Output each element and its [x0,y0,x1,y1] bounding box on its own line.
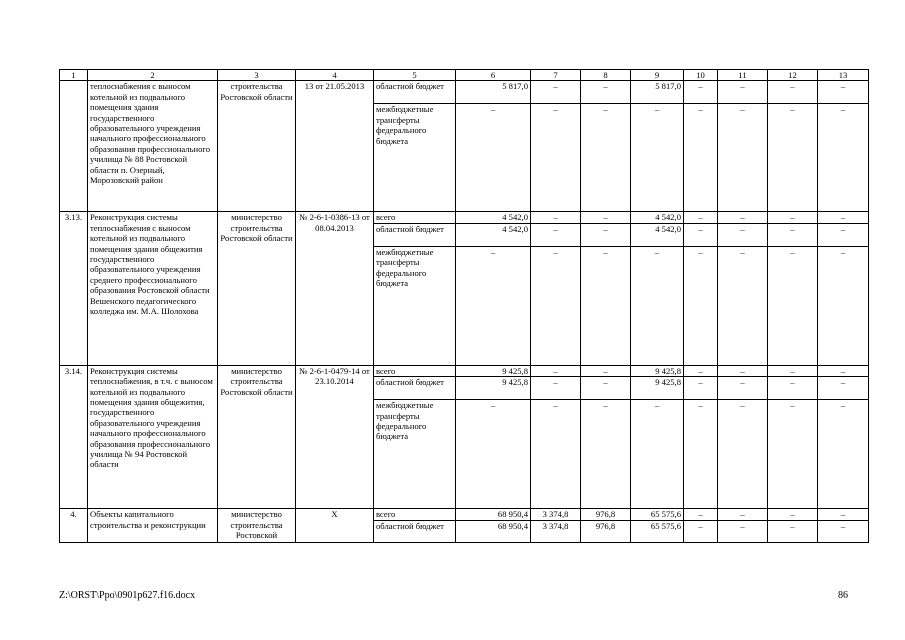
value-cell: – [581,212,631,223]
value-cell: – [581,365,631,376]
value-cell: – [531,365,581,376]
value-cell: 3 374,8 [531,509,581,520]
value-cell: – [684,377,718,400]
col-header: 3 [218,70,296,81]
value-cell: – [768,377,818,400]
value-cell: – [818,400,869,509]
value-cell: – [684,104,718,212]
value-cell: 976,8 [581,509,631,520]
object-name-cell: Объекты капитального строительства и реконструкции [88,509,218,542]
col-header: 12 [768,70,818,81]
value-cell: – [818,365,869,376]
value-cell: 65 575,6 [631,520,684,542]
value-cell: – [768,509,818,520]
col-header: 6 [456,70,531,81]
value-cell: – [581,377,631,400]
row-number-cell [60,81,88,212]
value-cell: – [531,246,581,365]
document-cell: Х [296,509,374,542]
value-cell: – [768,104,818,212]
value-cell: – [718,81,768,104]
col-header: 4 [296,70,374,81]
row-number-cell: 3.13. [60,212,88,365]
value-cell: – [684,520,718,542]
col-header: 5 [374,70,456,81]
budget-table [59,69,869,543]
value-cell: – [718,509,768,520]
value-cell: – [684,223,718,246]
value-cell: – [581,246,631,365]
value-cell: – [684,246,718,365]
value-cell: – [531,81,581,104]
value-cell: – [684,212,718,223]
col-header: 2 [88,70,218,81]
value-cell: 3 374,8 [531,520,581,542]
value-cell: – [718,400,768,509]
value-cell: – [684,509,718,520]
ministry-cell: министерство строительства Ростовской области [218,212,296,365]
value-cell: – [531,377,581,400]
value-cell: 9 425,8 [456,377,531,400]
value-cell: – [631,246,684,365]
document-cell: 13 от 21.05.2013 [296,81,374,212]
value-cell: – [768,520,818,542]
value-cell: – [531,223,581,246]
value-cell: – [818,377,869,400]
col-header: 10 [684,70,718,81]
col-header: 13 [818,70,869,81]
source-label: областной бюджет [374,377,456,400]
source-label: областной бюджет [374,520,456,542]
value-cell: – [718,365,768,376]
col-header: 1 [60,70,88,81]
source-label: областной бюджет [374,81,456,104]
value-cell: – [581,400,631,509]
value-cell: 9 425,8 [456,365,531,376]
value-cell: – [456,400,531,509]
source-label: межбюджетные трансферты федерального бюджета [374,400,456,509]
source-label: всего [374,509,456,520]
page-number: 86 [838,590,848,601]
value-cell: 5 817,0 [631,81,684,104]
value-cell: – [531,212,581,223]
object-name-cell: Реконструкция системы теплоснабжения, в т.ч. с выносом котельной из подвального помещения здания общежития, государственного образовательного учреждения начального профессионального образования профессионального училища № 94 Ростовской области [88,365,218,508]
object-name-cell: Реконструкция системы теплоснабжения с выносом котельной из подвального помещения здания общежития государственного образовательного учреждения среднего профессионального образования Ростовской области Вешенского педагогического колледжа им. М.А. Шолохова [88,212,218,365]
value-cell: – [768,223,818,246]
value-cell: – [768,400,818,509]
value-cell: 68 950,4 [456,520,531,542]
value-cell: – [818,212,869,223]
table-row [60,212,869,223]
col-header: 8 [581,70,631,81]
source-label: всего [374,212,456,223]
value-cell: – [718,212,768,223]
value-cell: 5 817,0 [456,81,531,104]
value-cell: – [718,377,768,400]
value-cell: – [818,246,869,365]
value-cell: 4 542,0 [456,212,531,223]
value-cell: – [581,223,631,246]
value-cell: – [631,104,684,212]
value-cell: – [684,81,718,104]
value-cell: – [718,246,768,365]
value-cell: 9 425,8 [631,377,684,400]
table-row [60,509,869,520]
row-number-cell: 4. [60,509,88,542]
col-header: 11 [718,70,768,81]
value-cell: – [531,104,581,212]
value-cell: – [684,365,718,376]
value-cell: 9 425,8 [631,365,684,376]
source-label: всего [374,365,456,376]
value-cell: – [581,104,631,212]
row-number-cell: 3.14. [60,365,88,508]
value-cell: – [768,81,818,104]
source-label: областной бюджет [374,223,456,246]
source-label: межбюджетные трансферты федерального бюджета [374,246,456,365]
value-cell: – [818,520,869,542]
value-cell: – [531,400,581,509]
value-cell: – [818,81,869,104]
value-cell: – [456,104,531,212]
value-cell: – [768,246,818,365]
value-cell: – [768,365,818,376]
ministry-cell: строительства Ростовской области [218,81,296,212]
value-cell: – [456,246,531,365]
value-cell: 976,8 [581,520,631,542]
value-cell: – [818,509,869,520]
col-header: 7 [531,70,581,81]
ministry-cell: министерство строительства Ростовской [218,509,296,542]
value-cell: – [718,223,768,246]
document-cell: № 2-6-1-0386-13 от 08.04.2013 [296,212,374,365]
file-path: Z:\ORST\Ppo\0901p627.f16.docx [59,590,196,601]
value-cell: – [718,104,768,212]
value-cell: 68 950,4 [456,509,531,520]
source-label: межбюджетные трансферты федерального бюджета [374,104,456,212]
ministry-cell: министерство строительства Ростовской области [218,365,296,508]
value-cell: – [581,81,631,104]
column-number-row [60,70,869,81]
document-cell: № 2-6-1-0479-14 от 23.10.2014 [296,365,374,508]
value-cell: – [631,400,684,509]
value-cell: 65 575,6 [631,509,684,520]
value-cell: 4 542,0 [631,212,684,223]
value-cell: – [818,223,869,246]
value-cell: – [718,520,768,542]
value-cell: – [684,400,718,509]
value-cell: – [818,104,869,212]
object-name-cell: теплоснабжения с выносом котельной из подвального помещения здания государственного образовательного учреждения начального профессионального образования профессионального училища № 88 Ростовской области п. Озерный, Морозовский район [88,81,218,212]
value-cell: 4 542,0 [456,223,531,246]
value-cell: 4 542,0 [631,223,684,246]
col-header: 9 [631,70,684,81]
table-row [60,365,869,376]
value-cell: – [768,212,818,223]
table-row [60,81,869,104]
